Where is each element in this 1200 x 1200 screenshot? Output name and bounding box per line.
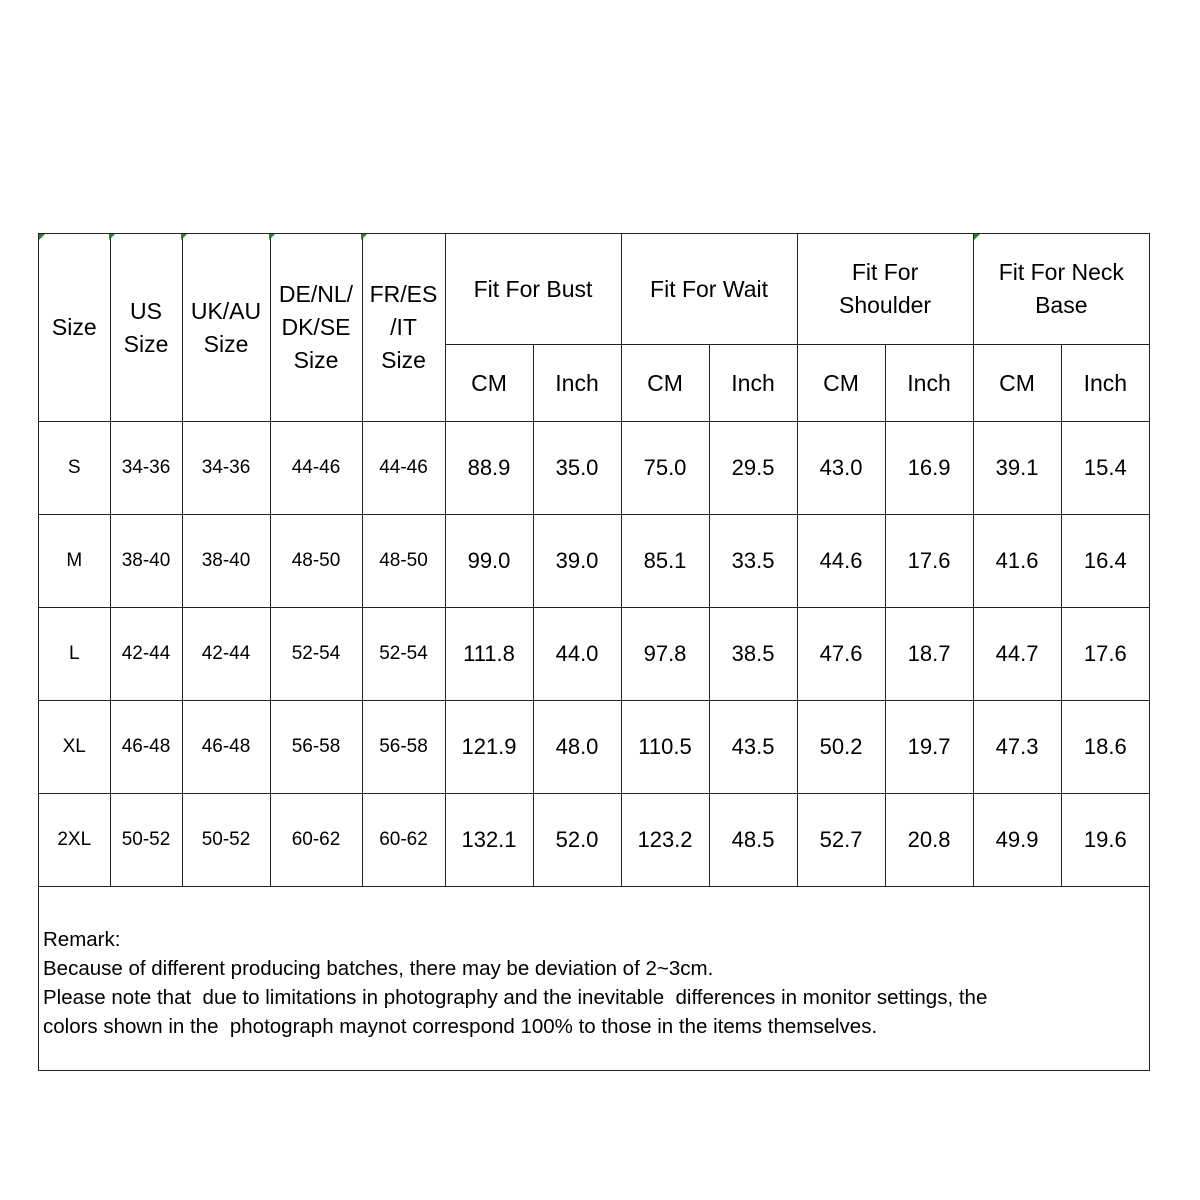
header-neck-cm: CM [973,345,1061,422]
wait-cm-cell: 110.5 [621,701,709,794]
wait-cm-cell: 85.1 [621,515,709,608]
bust-cm-cell: 88.9 [445,422,533,515]
bust-cm-cell: 121.9 [445,701,533,794]
shoulder-cm-cell: 52.7 [797,794,885,887]
size-cell: L [39,608,110,701]
corner-mark [39,234,45,240]
header-fit-for-bust: Fit For Bust [445,234,621,345]
header-neck-inch: Inch [1061,345,1149,422]
remark-line: Because of different producing batches, there may be deviation of 2~3cm. [43,957,714,980]
neck-cm-cell: 41.6 [973,515,1061,608]
remark-line: colors shown in the photograph maynot correspond 100% to those in the items themselves. [43,1015,878,1038]
wait-inch-cell: 33.5 [709,515,797,608]
neck-cm-cell: 47.3 [973,701,1061,794]
bust-inch-cell: 48.0 [533,701,621,794]
de-nl-size-cell: 44-46 [270,422,362,515]
fr-es-it-size-cell: 48-50 [362,515,445,608]
size-chart [38,233,1150,1071]
neck-cm-cell: 39.1 [973,422,1061,515]
header-wait-inch: Inch [709,345,797,422]
bust-inch-cell: 44.0 [533,608,621,701]
corner-mark [269,234,275,240]
corner-mark [181,234,187,240]
header-uk-au-size: UK/AU Size [182,234,270,422]
bust-cm-cell: 111.8 [445,608,533,701]
wait-cm-cell: 97.8 [621,608,709,701]
us-size-cell: 46-48 [110,701,182,794]
neck-inch-cell: 19.6 [1061,794,1149,887]
table-row [39,608,1149,701]
uk-au-size-cell: 46-48 [182,701,270,794]
header-fr-es-it-size: FR/ES /IT Size [362,234,445,422]
fr-es-it-size-cell: 56-58 [362,701,445,794]
remark-line: Please note that due to limitations in photography and the inevitable differences in monitor settings, the [43,986,988,1009]
shoulder-cm-cell: 47.6 [797,608,885,701]
header-us-size: US Size [110,234,182,422]
de-nl-size-cell: 48-50 [270,515,362,608]
us-size-cell: 38-40 [110,515,182,608]
table-row [39,701,1149,794]
de-nl-size-cell: 60-62 [270,794,362,887]
header-size: Size [39,234,110,422]
bust-inch-cell: 39.0 [533,515,621,608]
header-bust-inch: Inch [533,345,621,422]
bust-cm-cell: 132.1 [445,794,533,887]
table-row [39,794,1149,887]
wait-inch-cell: 43.5 [709,701,797,794]
header-wait-cm: CM [621,345,709,422]
wait-inch-cell: 48.5 [709,794,797,887]
neck-inch-cell: 15.4 [1061,422,1149,515]
shoulder-cm-cell: 50.2 [797,701,885,794]
corner-mark [361,234,367,240]
neck-cm-cell: 44.7 [973,608,1061,701]
fr-es-it-size-cell: 52-54 [362,608,445,701]
header-fit-for-shoulder: Fit For Shoulder [797,234,973,345]
table-row [39,422,1149,515]
shoulder-inch-cell: 18.7 [885,608,973,701]
wait-cm-cell: 123.2 [621,794,709,887]
header-fit-for-wait: Fit For Wait [621,234,797,345]
size-cell: S [39,422,110,515]
neck-inch-cell: 16.4 [1061,515,1149,608]
size-cell: 2XL [39,794,110,887]
table-row [39,515,1149,608]
de-nl-size-cell: 56-58 [270,701,362,794]
fr-es-it-size-cell: 44-46 [362,422,445,515]
shoulder-inch-cell: 20.8 [885,794,973,887]
size-table [39,234,1149,887]
shoulder-inch-cell: 16.9 [885,422,973,515]
remark-section [39,925,1149,1041]
neck-inch-cell: 18.6 [1061,701,1149,794]
header-de-nl-dk-se-size: DE/NL/ DK/SE Size [270,234,362,422]
remark-title: Remark: [43,928,121,951]
bust-inch-cell: 52.0 [533,794,621,887]
shoulder-inch-cell: 19.7 [885,701,973,794]
shoulder-inch-cell: 17.6 [885,515,973,608]
de-nl-size-cell: 52-54 [270,608,362,701]
wait-inch-cell: 38.5 [709,608,797,701]
shoulder-cm-cell: 43.0 [797,422,885,515]
header-shoulder-cm: CM [797,345,885,422]
fr-es-it-size-cell: 60-62 [362,794,445,887]
uk-au-size-cell: 38-40 [182,515,270,608]
corner-mark [109,234,115,240]
size-cell: XL [39,701,110,794]
wait-cm-cell: 75.0 [621,422,709,515]
us-size-cell: 42-44 [110,608,182,701]
table-body [39,422,1149,887]
header-fit-for-neck-base: Fit For Neck Base [973,234,1149,345]
shoulder-cm-cell: 44.6 [797,515,885,608]
us-size-cell: 34-36 [110,422,182,515]
neck-cm-cell: 49.9 [973,794,1061,887]
uk-au-size-cell: 42-44 [182,608,270,701]
uk-au-size-cell: 34-36 [182,422,270,515]
us-size-cell: 50-52 [110,794,182,887]
uk-au-size-cell: 50-52 [182,794,270,887]
neck-inch-cell: 17.6 [1061,608,1149,701]
bust-cm-cell: 99.0 [445,515,533,608]
wait-inch-cell: 29.5 [709,422,797,515]
header-shoulder-inch: Inch [885,345,973,422]
corner-mark [974,234,980,240]
bust-inch-cell: 35.0 [533,422,621,515]
header-bust-cm: CM [445,345,533,422]
size-cell: M [39,515,110,608]
